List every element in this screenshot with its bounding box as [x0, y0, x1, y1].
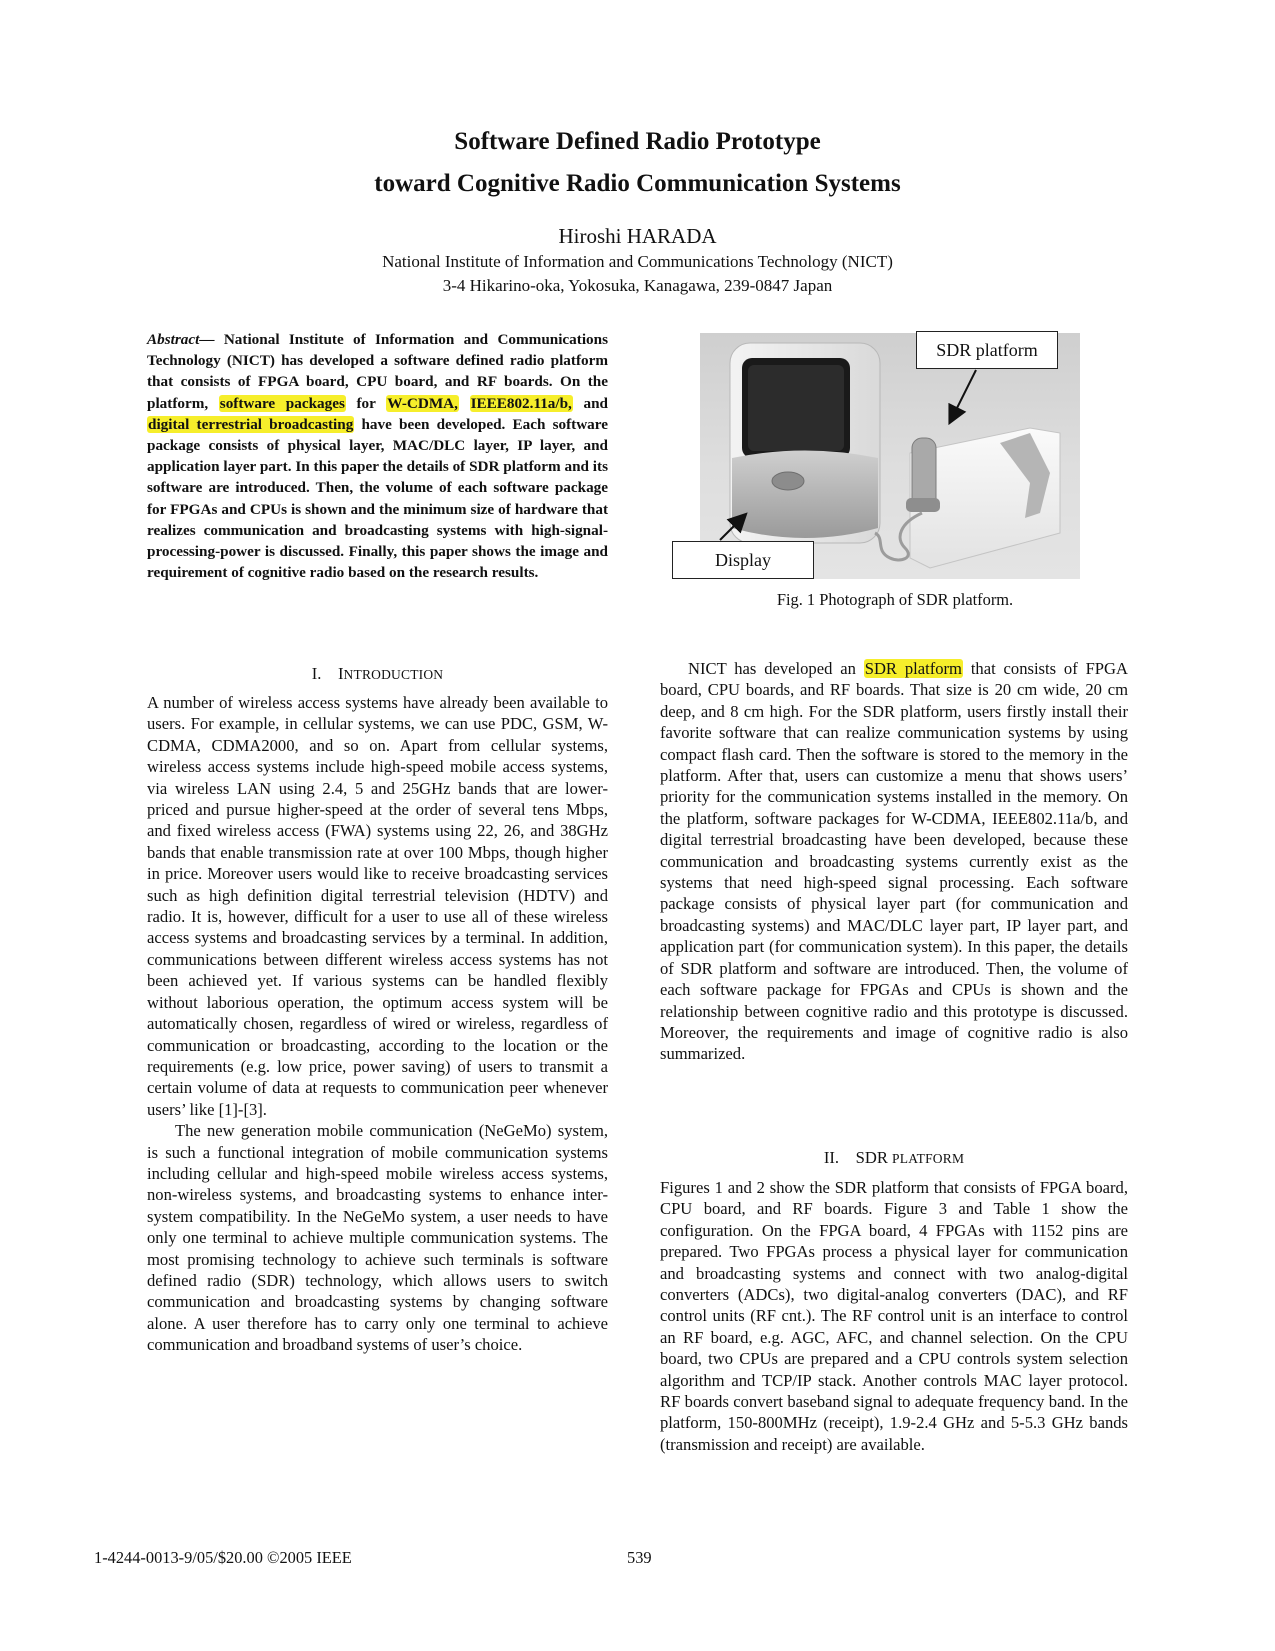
callout-sdr-platform: SDR platform	[916, 331, 1058, 369]
section-1-number: I.	[311, 664, 322, 683]
figure-1-caption: Fig. 1 Photograph of SDR platform.	[776, 590, 1014, 609]
section-2-paragraph-1: Figures 1 and 2 show the SDR platform that consists of FPGA board, CPU board, and RF boards. Figure 3 and Table 1 show the configuration. On the FPGA board, 4 FPGAs with 1152 pins are prepared. Two FPGAs process a physical layer for communication and broadcasting systems and connect with two analog-digital converters (ADCs), two digital-analog converters (DAC), and RF control units (RF cnt.). The RF control unit is an interface to control an RF board, e.g. AGC, AFC, and channel selection. On the CPU board, two CPUs are prepared and a CPU controls system selection algorithm and TCP/IP stack. Another controls MAC layer protocol. RF boards convert baseband signal to adequate frequency band. In the platform, 150-800MHz (receipt), 1.9-2.4 GHz and 5-5.3 GHz bands (transmission and receipt) are available.	[660, 1178, 1128, 1454]
section-2-number: II.	[823, 1148, 840, 1167]
highlight-wcdma: W-CDMA,	[387, 394, 458, 412]
left-column-body	[147, 692, 608, 1356]
section-1-heading	[147, 664, 608, 684]
footer-copyright: 1-4244-0013-9/05/$20.00 ©2005 IEEE	[94, 1548, 352, 1567]
abstract	[147, 329, 608, 583]
intro-paragraph-1: A number of wireless access systems have already been available to users. For example, in cellular systems, we can use PDC, GSM, W-CDMA, CDMA2000, and so on. Apart from cellular systems, wireless access systems include high-speed mobile access systems, via wireless LAN using 2.4, 5 and 25GHz bands that are lower-priced and pursue higher-speed at the order of several tens Mbps, and fixed wireless access (FWA) systems using 22, 26, and 38GHz bands that enable transmission rate at over 100 Mbps, though higher in price. Moreover users would like to receive broadcasting services such as high definition digital terrestrial television (HDTV) and radio. It is, however, difficult for a user to use all of these wireless access systems and broadcasting services by a terminal. In addition, communications between different wireless access systems has not been achieved yet. If various systems can be handled flexibly without laborious operation, the optimum access system will be automatically chosen, regardless of wired or wireless, regardless of communication or broadcasting, according to the location or the requirements (e.g. low price, power saving) of users to transmit a certain volume of data at requests to communication peer whenever users’ like [1]-[3].	[147, 693, 608, 1119]
affiliation: National Institute of Information and Communications Technology (NICT)	[382, 252, 893, 271]
section-2-heading	[660, 1148, 1128, 1168]
highlight-digital-terrestrial: digital terrestrial broadcasting	[148, 415, 354, 433]
section-1-title-rest: NTRODUCTION	[343, 667, 444, 682]
highlight-ieee80211: IEEE802.11a/b,	[470, 394, 572, 412]
intro-paragraph-2: The new generation mobile communication (NeGeMo) system, is such a functional integration of mobile communication systems including cellular and high-speed mobile wireless access systems, non-wireless systems, and broadcasting systems to enhance inter-system compatibility. In the NeGeMo system, a user needs to have only one terminal to achieve multiple communication systems. The most promising technology to achieve such terminals is software defined radio (SDR) technology, which allows users to switch communication and broadcasting systems by changing software alone. A user therefore has to carry only one terminal to achieve communication and broadband systems of user’s choice.	[147, 1121, 608, 1355]
page-number: 539	[627, 1548, 652, 1567]
address: 3-4 Hikarino-oka, Yokosuka, Kanagawa, 239-0847 Japan	[442, 276, 833, 295]
arrow-to-display	[720, 518, 742, 540]
abstract-text-2: for	[345, 394, 387, 412]
arrow-to-sdr-platform	[952, 370, 976, 418]
abstract-lead: Abstract—	[147, 331, 215, 348]
abstract-text-5: have been developed. Each software package consists of physical layer, MAC/DLC layer, IP layer, and application layer part. In this paper the details of SDR platform and its software are introduced. Then, the volume of each software package for FPGAs and CPUs is shown and the minimum size of hardware that realizes communication and broadcasting systems with high-signal-processing-power is discussed. Finally, this paper shows the image and requirement of cognitive radio based on the research results.	[147, 415, 608, 582]
paper-title-line-2: toward Cognitive Radio Communication Systems	[374, 170, 901, 197]
abstract-text-3	[459, 395, 470, 412]
paper-title-line-1: Software Defined Radio Prototype	[454, 128, 821, 155]
author-name: Hiroshi HARADA	[558, 224, 717, 248]
highlight-sdr-platform: SDR platform	[864, 659, 962, 678]
callout-display: Display	[672, 541, 814, 579]
abstract-text-4: and	[572, 394, 608, 412]
section-2-title-rest: PLATFORM	[892, 1151, 965, 1166]
right-paragraph-1-rest: that consists of FPGA board, CPU boards, and RF boards. That size is 20 cm wide, 20 cm deep, and 8 cm high. For the SDR platform, users firstly install their favorite software that can realize communication systems by using compact flash card. Then the software is stored to the memory in the platform. After that, users can customize a menu that shows users’ priority for the communication systems installed in the memory. On the platform, software packages for W-CDMA, IEEE802.11a/b, and digital terrestrial broadcasting have been developed, because these communication and broadcasting systems currently exist as the systems that need high-speed signal processing. Each software package consists of physical layer part (for communication and broadcasting systems) and MAC/DLC layer part, IP layer part, and application part (for communication system). In this paper, the details of SDR platform and software are introduced. Then, the volume of each software package for FPGAs and CPUs is shown and the relationship between cognitive radio and this prototype is discussed. Moreover, the requirements and image of cognitive radio is also summarized.	[660, 659, 1128, 1064]
section-1-initial: I	[338, 664, 344, 683]
right-paragraph-1	[660, 658, 1128, 1065]
abstract-text-1: National Institute of Information and Communications Technology (NICT) has developed a software defined radio platform that consists of FPGA board, CPU board, and RF boards. On the platform,	[147, 331, 608, 412]
highlight-software-packages: software packages	[219, 394, 345, 412]
figure-1-arrows	[660, 360, 980, 560]
right-paragraph-1-start: NICT has developed an	[688, 659, 864, 678]
section-2-title-first: SDR	[855, 1148, 893, 1167]
